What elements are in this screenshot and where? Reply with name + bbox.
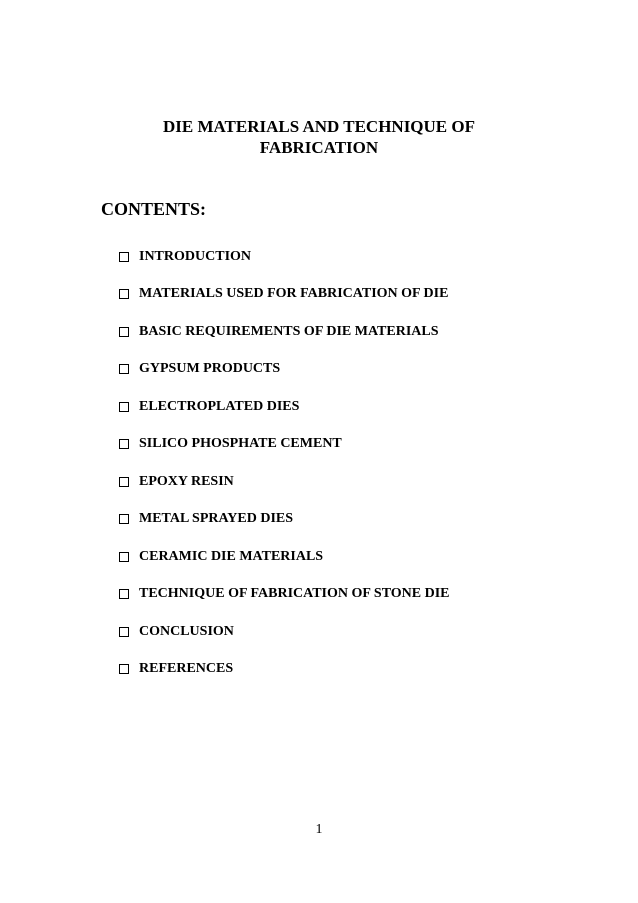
checkbox-icon — [119, 327, 129, 337]
contents-item-label: BASIC REQUIREMENTS OF DIE MATERIALS — [139, 323, 439, 339]
contents-item-label: MATERIALS USED FOR FABRICATION OF DIE — [139, 286, 449, 302]
contents-item-label: SILICO PHOSPHATE CEMENT — [139, 436, 342, 452]
contents-item — [119, 651, 450, 689]
checkbox-icon — [119, 477, 129, 487]
contents-item — [119, 613, 450, 651]
contents-item-label: INTRODUCTION — [139, 248, 252, 264]
document-title — [0, 116, 638, 158]
contents-item — [119, 538, 450, 576]
contents-item-label: TECHNIQUE OF FABRICATION OF STONE DIE — [139, 586, 450, 602]
checkbox-icon — [119, 552, 129, 562]
checkbox-icon — [119, 402, 129, 412]
contents-item-label: REFERENCES — [139, 661, 234, 677]
checkbox-icon — [119, 627, 129, 637]
checkbox-icon — [119, 364, 129, 374]
contents-item — [119, 313, 450, 351]
contents-item-label: EPOXY RESIN — [139, 473, 234, 489]
checkbox-icon — [119, 289, 129, 299]
checkbox-icon — [119, 664, 129, 674]
checkbox-icon — [119, 589, 129, 599]
contents-item-label: GYPSUM PRODUCTS — [139, 361, 281, 377]
contents-item-label: CONCLUSION — [139, 623, 234, 639]
page-number: 1 — [315, 822, 323, 837]
contents-item — [119, 501, 450, 539]
contents-item-label: CERAMIC DIE MATERIALS — [139, 548, 324, 564]
checkbox-icon — [119, 252, 129, 262]
contents-item — [119, 426, 450, 464]
checkbox-icon — [119, 439, 129, 449]
contents-item-label: METAL SPRAYED DIES — [139, 511, 294, 527]
title-line-1: DIE MATERIALS AND TECHNIQUE OF — [162, 117, 476, 136]
checkbox-icon — [119, 514, 129, 524]
contents-item — [119, 388, 450, 426]
contents-heading: CONTENTS: — [101, 199, 207, 219]
contents-item — [119, 238, 450, 276]
contents-item-label: ELECTROPLATED DIES — [139, 398, 300, 414]
contents-item — [119, 463, 450, 501]
contents-item — [119, 351, 450, 389]
title-line-2: FABRICATION — [259, 138, 379, 157]
contents-list — [119, 238, 450, 688]
contents-item — [119, 576, 450, 614]
contents-item — [119, 276, 450, 314]
